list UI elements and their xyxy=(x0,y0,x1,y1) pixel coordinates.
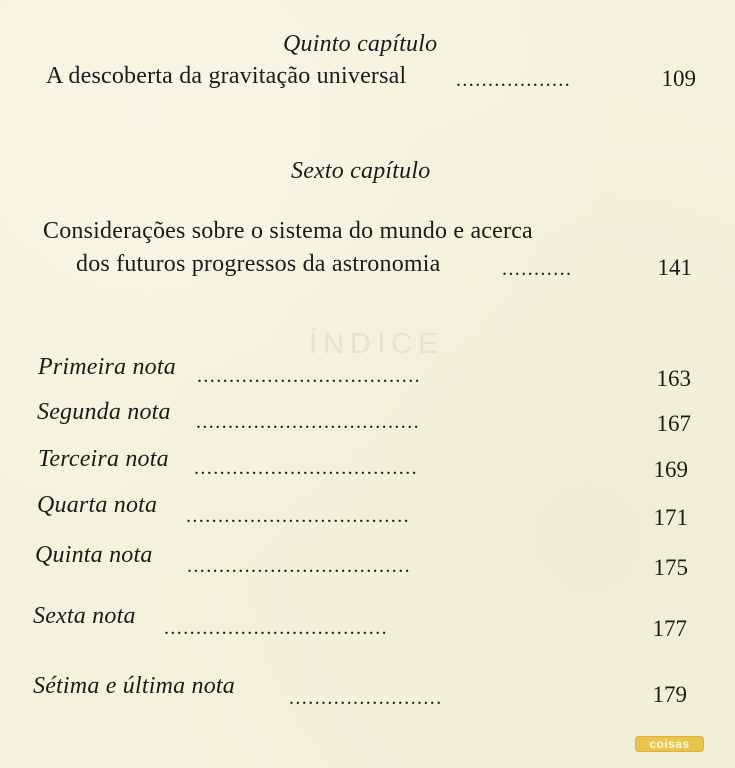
setima-e-ultima-nota-leader: ........................ xyxy=(289,688,443,708)
quinto-capitulo-leader: .................. xyxy=(456,70,572,90)
sexto-capitulo-leader: ........... xyxy=(502,259,573,279)
setima-e-ultima-nota-page-number: 179 xyxy=(652,682,687,707)
primeira-nota-label: Primeira nota xyxy=(38,354,176,380)
terceira-nota-label: Terceira nota xyxy=(38,446,169,472)
quinta-nota-leader: ................................... xyxy=(187,556,411,576)
terceira-nota-leader: ................................... xyxy=(194,458,418,478)
setima-e-ultima-nota-label: Sétima e última nota xyxy=(33,673,235,699)
quinta-nota-label: Quinta nota xyxy=(35,542,153,568)
sexto-capitulo-heading: Sexto capítulo xyxy=(291,158,431,184)
primeira-nota-leader: ................................... xyxy=(197,366,421,386)
sexta-nota-label: Sexta nota xyxy=(33,603,136,629)
sexto-capitulo-title-line-1: Considerações sobre o sistema do mundo e acerca xyxy=(43,218,533,244)
segunda-nota-label: Segunda nota xyxy=(37,399,171,425)
coisas-watermark-logo: coisas xyxy=(635,736,704,752)
sexto-capitulo-page-number: 141 xyxy=(657,255,692,280)
quarta-nota-page-number: 171 xyxy=(653,505,688,530)
quinto-capitulo-heading: Quinto capítulo xyxy=(283,31,438,57)
quinto-capitulo-page-number: 109 xyxy=(661,66,696,91)
segunda-nota-leader: ................................... xyxy=(196,412,420,432)
quarta-nota-label: Quarta nota xyxy=(37,492,158,518)
quinta-nota-page-number: 175 xyxy=(653,555,688,580)
sexto-capitulo-title-line-2: dos futuros progressos da astronomia xyxy=(76,251,441,277)
quarta-nota-leader: ................................... xyxy=(186,506,410,526)
segunda-nota-page-number: 167 xyxy=(656,411,691,436)
terceira-nota-page-number: 169 xyxy=(653,457,688,482)
primeira-nota-page-number: 163 xyxy=(656,366,691,391)
bleed-through-text: ÍNDICE xyxy=(309,328,444,360)
sexta-nota-leader: ................................... xyxy=(164,618,388,638)
quinto-capitulo-title: A descoberta da gravitação universal xyxy=(46,63,407,89)
sexta-nota-page-number: 177 xyxy=(652,616,687,641)
